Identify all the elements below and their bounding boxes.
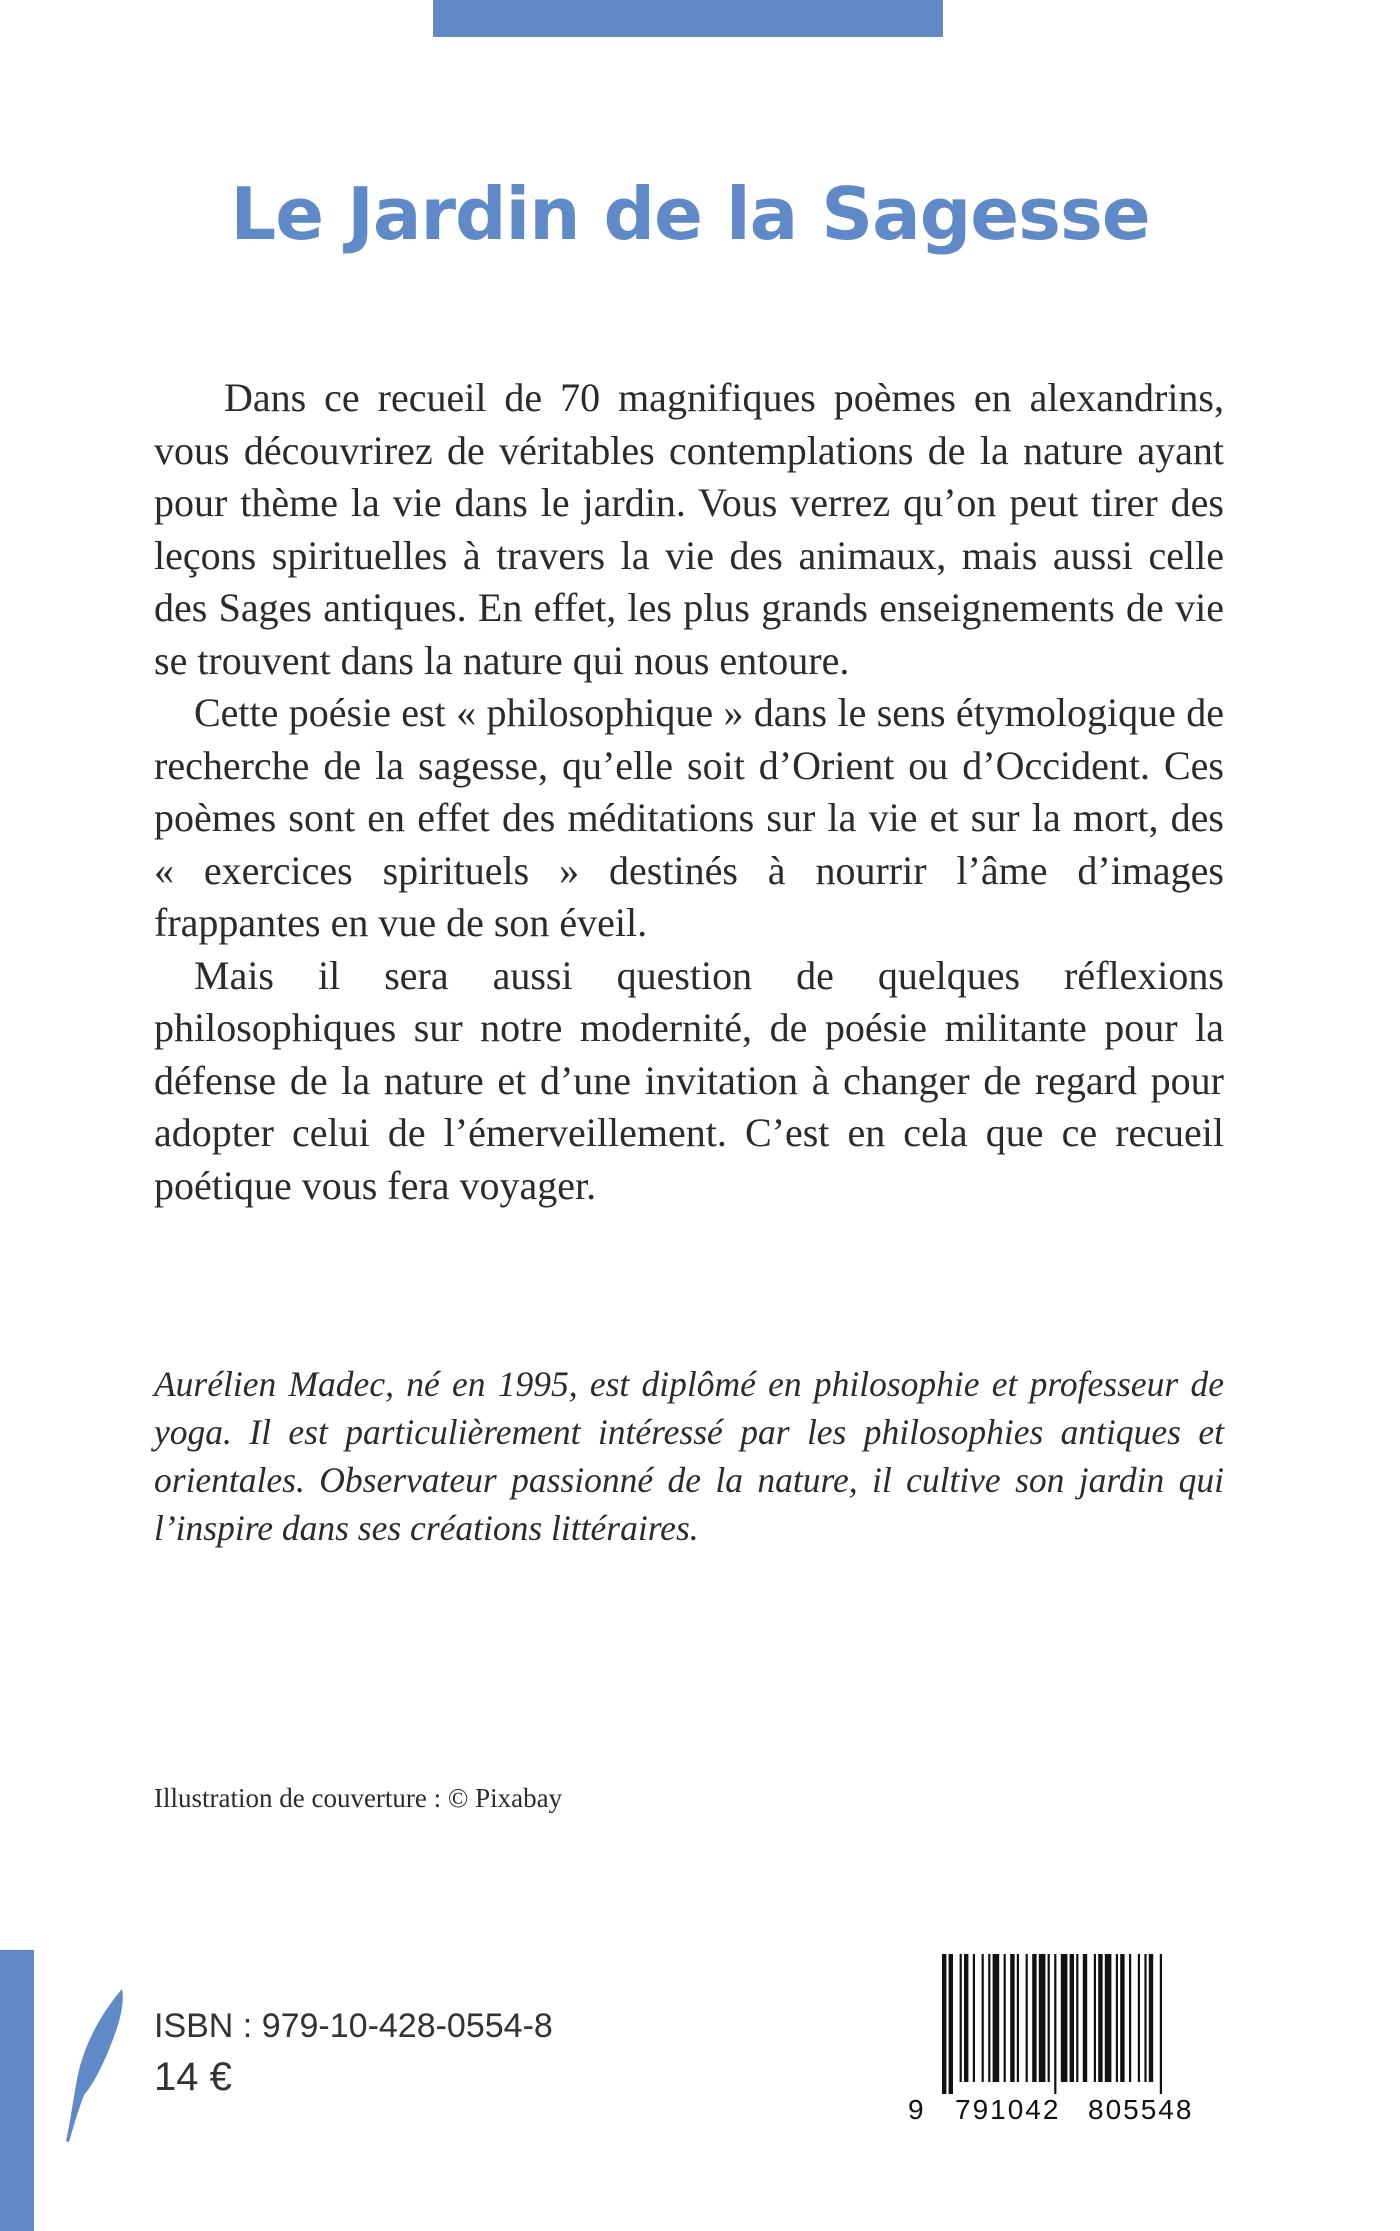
left-accent-bar (0, 1950, 34, 2231)
isbn: ISBN : 979-10-428-0554-8 (154, 2007, 553, 2045)
barcode-bar (1094, 1954, 1096, 2082)
blurb-paragraph: Mais il sera aussi question de quelques réflexions philosophiques sur notre modernité, de poésie militante pour la défense de la nature et d’une invitation à changer de regard pour adopter celui de l’émerveillement. C’est en cela que ce recueil poétique vous fera voyager. (154, 952, 1224, 1208)
barcode-bar (1149, 1954, 1153, 2082)
barcode-group-1: 791042 (955, 2094, 1061, 2125)
barcode-bar (949, 1954, 953, 2094)
barcode-bar (1061, 1954, 1068, 2082)
top-accent-bar (433, 0, 943, 37)
barcode-bar (1076, 1954, 1078, 2082)
back-cover-blurb (154, 372, 1224, 1212)
illustration-credit: Illustration de couverture : © Pixabay (154, 1783, 563, 1813)
barcode-lead-digit: 9 (908, 2094, 924, 2125)
barcode-bar (1098, 1954, 1102, 2082)
price: 14 € (154, 2055, 232, 2099)
barcode-bar (1070, 1954, 1074, 2082)
barcode-bar (964, 1954, 968, 2082)
barcode-bar (1138, 1954, 1140, 2082)
barcode-bar (1083, 1954, 1087, 2082)
barcode-bar (1054, 1954, 1056, 2094)
barcode-bar (1116, 1954, 1118, 2082)
barcode-bar (1129, 1954, 1131, 2082)
barcode-bar (988, 1954, 990, 2082)
barcode-bar (1160, 1954, 1162, 2094)
barcode-bar (1004, 1954, 1006, 2082)
barcode-bar (1010, 1954, 1014, 2082)
barcode-bar (1026, 1954, 1028, 2082)
barcode-bar (1039, 1954, 1046, 2082)
barcode-bar (973, 1954, 975, 2082)
barcode-bar (1105, 1954, 1112, 2082)
barcode-bar (1032, 1954, 1036, 2082)
barcode-bar (1144, 1954, 1146, 2082)
barcode-bar (982, 1954, 984, 2082)
blurb-paragraph: Cette poésie est « philosophique » dans le sens étymologique de recherche de la sagesse, qu’elle soit d’Orient ou d’Occident. Ces poèmes sont en effet des méditations sur la vie et sur la mort, des « exercices spirituels » destinés à nourrir l’âme d’images frappantes en vue de son éveil. (154, 690, 1224, 945)
book-title: Le Jardin de la Sagesse (230, 172, 1150, 256)
barcode-bar (1017, 1954, 1019, 2082)
barcode-bar (1120, 1954, 1124, 2082)
barcode (940, 1954, 1210, 2094)
barcode-bar (942, 1954, 946, 2094)
blurb-paragraph: Dans ce recueil de 70 magnifiques poèmes en alexandrins, vous découvrirez de véritables contemplations de la nature ayant pour thème la vie dans le jardin. Vous verrez qu’on peut tirer des leçons spirituelles à travers la vie des animaux, mais aussi celle des Sages antiques. En effet, les plus grands enseignements de vie se trouvent dans la nature qui nous entoure. (154, 375, 1224, 683)
barcode-bar (1048, 1954, 1050, 2082)
barcode-bar (993, 1954, 1000, 2082)
barcode-bar (960, 1954, 962, 2082)
barcode-group-2: 805548 (1088, 2094, 1194, 2125)
feather-icon (60, 1985, 140, 2145)
author-bio: Aurélien Madec, né en 1995, est diplômé en philosophie et professeur de yoga. Il est particulièrement intéressé par les philosophies antiques et orientales. Observateur passionné de la nature, il cultive son jardin qui l’inspire dans ses créations littéraires. (154, 1364, 1224, 1548)
